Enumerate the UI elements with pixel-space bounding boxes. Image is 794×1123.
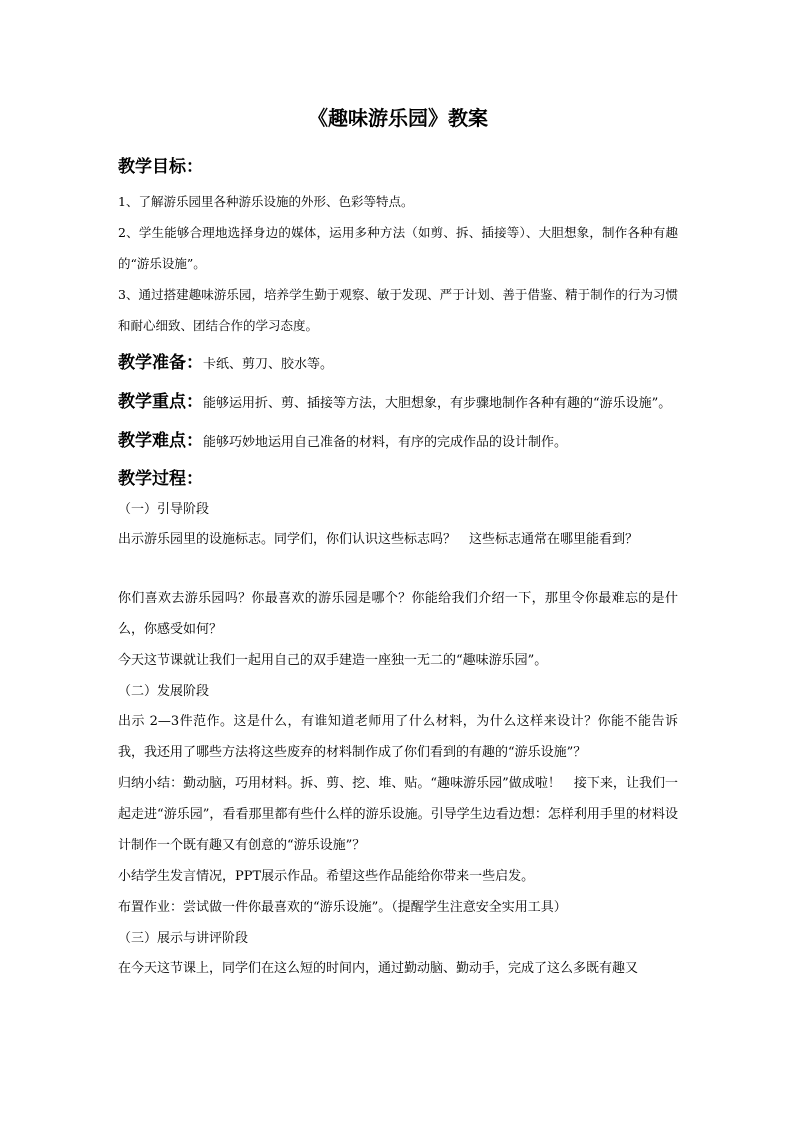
stage-1-paragraph-3: 今天这节课就让我们一起用自己的双手建造一座独一无二的“趣味游乐园”。 [118, 653, 548, 668]
objective-item-1: 1、了解游乐园里各种游乐设施的外形、色彩等特点。 [118, 194, 414, 209]
objectives-heading: 教学目标： [118, 157, 203, 177]
spacer [118, 555, 678, 583]
stage-2-label: （二）发展阶段 [118, 684, 210, 699]
process-heading: 教学过程： [118, 469, 203, 489]
stage-1-paragraph-2: 你们喜欢去游乐园吗？你最喜欢的游乐园是哪个？你能给我们介绍一下，那里令你最难忘的是什么，你感受如何？ [118, 591, 678, 637]
stage-2-paragraph-3: 小结学生发言情况，PPT展示作品。希望这些作品能给你带来一些启发。 [118, 869, 535, 884]
difficulties-heading: 教学难点： [118, 431, 203, 451]
key-points-text: 能够运用折、剪、插接等方法，大胆想象，有步骤地制作各种有趣的“游乐设施”。 [203, 396, 672, 411]
objective-item-3: 3、通过搭建趣味游乐园，培养学生勤于观察、敏于发现、严于计划、善于借鉴、精于制作的行为习惯和耐心细致、团结合作的学习态度。 [118, 287, 678, 333]
stage-2-paragraph-4: 布置作业：尝试做一件你最喜欢的“游乐设施”。（提醒学生注意安全实用工具） [118, 900, 567, 915]
document-title: 《趣味游乐园》教案 [308, 106, 488, 130]
preparation-text: 卡纸、剪刀、胶水等。 [203, 357, 334, 372]
lesson-plan-page [118, 100, 678, 984]
difficulties-section [118, 425, 678, 458]
stage-1-label: （一）引导阶段 [118, 502, 210, 517]
objective-item-2: 2、学生能够合理地选择身边的媒体，运用多种方法（如剪、拆、插接等）、大胆想象，制作各种有趣的“游乐设施”。 [118, 225, 678, 271]
preparation-heading: 教学准备： [118, 353, 203, 373]
stage-1-paragraph-1: 出示游乐园里的设施标志。同学们，你们认识这些标志吗？ 这些标志通常在哪里能看到？ [118, 532, 639, 547]
stage-2-paragraph-2: 归纳小结：勤动脑，巧用材料。拆、剪、挖、堆、贴。“趣味游乐园”做成啦！ 接下来，让我们一起走进“游乐园”，看看那里都有些什么样的游乐设施。引导学生边看边想：怎样利用手里的材料设计制作一个既有趣又有创意的“游乐设施”？ [118, 776, 678, 853]
key-points-heading: 教学重点： [118, 392, 203, 412]
stage-3-label: （三）展示与讲评阶段 [118, 931, 249, 946]
difficulties-text: 能够巧妙地运用自己准备的材料，有序的完成作品的设计制作。 [203, 435, 568, 450]
preparation-section [118, 347, 678, 380]
key-points-section [118, 386, 678, 419]
stage-3-paragraph-1: 在今天这节课上，同学们在这么短的时间内，通过勤动脑、勤动手，完成了这么多既有趣又 [118, 961, 639, 976]
stage-2-paragraph-1: 出示 2—3件范作。这是什么，有谁知道老师用了什么材料，为什么这样来设计？你能不能告诉我，我还用了哪些方法将这些废弃的材料制作成了你们看到的有趣的“游乐设施”？ [118, 714, 678, 760]
